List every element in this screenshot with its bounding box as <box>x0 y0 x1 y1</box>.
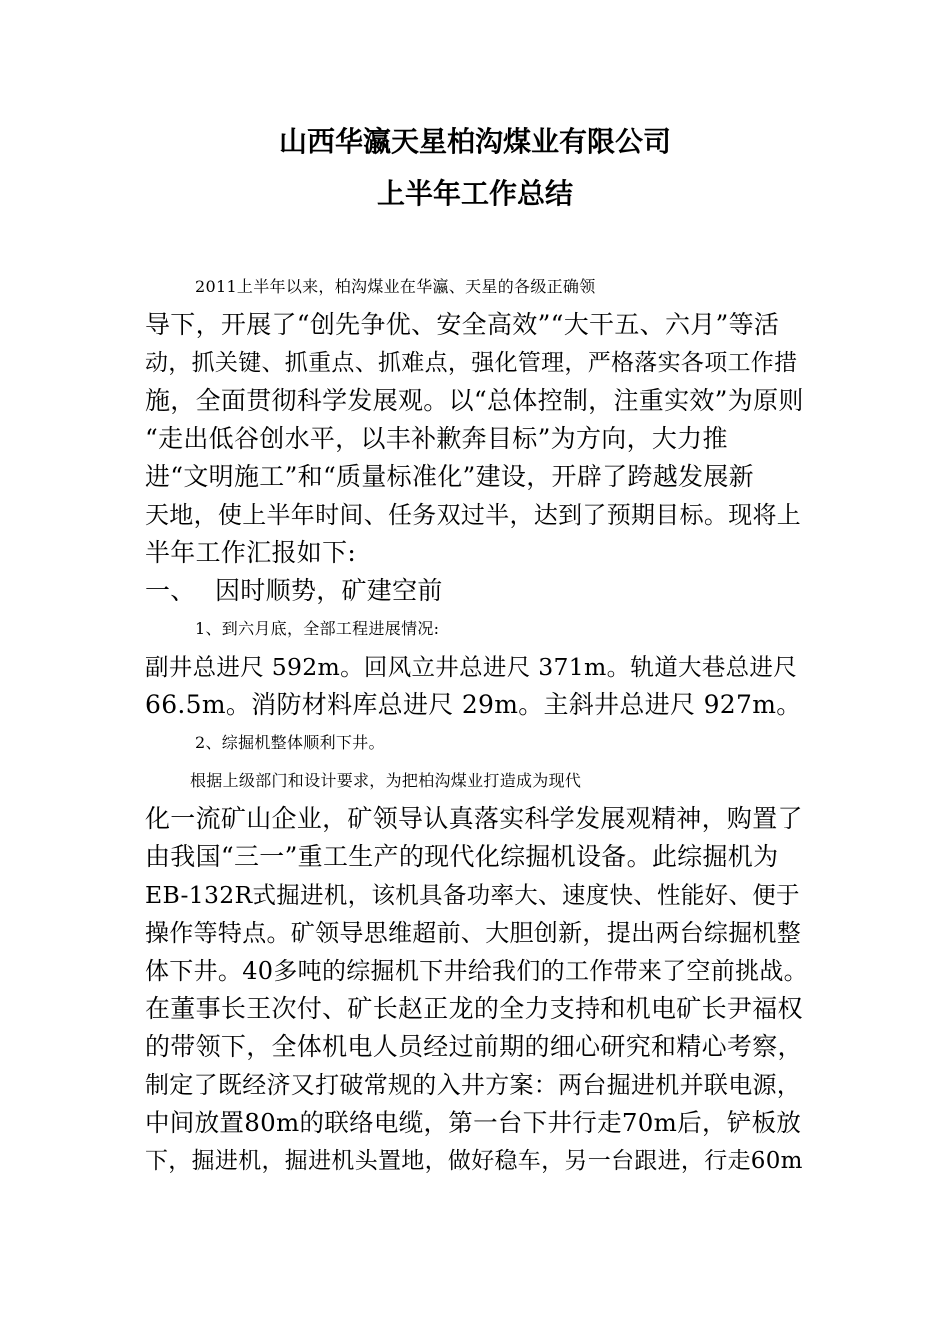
paragraph-line: 由我国“三一”重工生产的现代化综掘机设备。此综掘机为 <box>145 842 779 871</box>
paragraph-line: 下，掘进机，掘进机头置地，做好稳车，另一台跟进，行走60m <box>145 1148 803 1174</box>
paragraph-line: 导下，开展了“创先争优、安全高效”“大干五、六月”等活 <box>145 310 780 339</box>
paragraph-line: 的带领下，全体机电人员经过前期的细心研究和精心考察， <box>145 1032 803 1061</box>
paragraph-line: 副井总进尺 592m。回风立井总进尺 371m。轨道大巷总进尺 <box>145 653 798 681</box>
paragraph-line: “走出低谷创水平，以丰补歉奔目标”为方向，大力推 <box>145 424 728 453</box>
paragraph-line: 操作等特点。矿领导思维超前、大胆创新，提出两台综掘机整 <box>145 919 802 947</box>
paragraph-line: 根据上级部门和设计要求，为把柏沟煤业打造成为现代 <box>190 771 582 790</box>
section-heading <box>145 574 810 608</box>
document-subtitle: 上半年工作总结 <box>376 177 573 210</box>
paragraph-line: 天地，使上半年时间、任务双过半，达到了预期目标。现将上 <box>145 501 802 529</box>
paragraph-line: 施，全面贯彻科学发展观。以“总体控制，注重实效”为原则 <box>145 386 804 415</box>
paragraph-line: 动，抓关键、抓重点、抓难点，强化管理，严格落实各项工作措 <box>145 350 798 376</box>
section-title: 因时顺势，矿建空前 <box>215 576 443 605</box>
subsection-heading: 1、到六月底，全部工程进展情况: <box>195 619 440 638</box>
section-number: 一、 <box>145 576 196 605</box>
paragraph-line: 进“文明施工”和“质量标准化”建设，开辟了跨越发展新 <box>145 462 754 491</box>
document-title: 山西华瀛天星柏沟煤业有限公司 <box>278 125 671 158</box>
paragraph-line: 体下井。40多吨的综掘机下井给我们的工作带来了空前挑战。 <box>145 957 808 985</box>
paragraph-line: 在董事长王次付、矿长赵正龙的全力支持和机电矿长尹福权 <box>145 994 803 1023</box>
paragraph-line: 化一流矿山企业，矿领导认真落实科学发展观精神，购置了 <box>145 804 803 833</box>
paragraph-line: 2011上半年以来，柏沟煤业在华瀛、天星的各级正确领 <box>195 277 596 296</box>
paragraph-line: EB-132R式掘进机，该机具备功率大、速度快、性能好、便于 <box>145 881 800 909</box>
paragraph-line: 66.5m。消防材料库总进尺 29m。主斜井总进尺 927m。 <box>145 690 802 719</box>
paragraph-line: 半年工作汇报如下: <box>145 538 357 567</box>
paragraph-line: 中间放置80m的联络电缆，第一台下井行走70m后，铲板放 <box>145 1108 802 1137</box>
subsection-heading: 2、综掘机整体顺利下井。 <box>195 733 385 752</box>
paragraph-line: 制定了既经济又打破常规的入井方案：两台掘进机并联电源， <box>145 1071 802 1099</box>
